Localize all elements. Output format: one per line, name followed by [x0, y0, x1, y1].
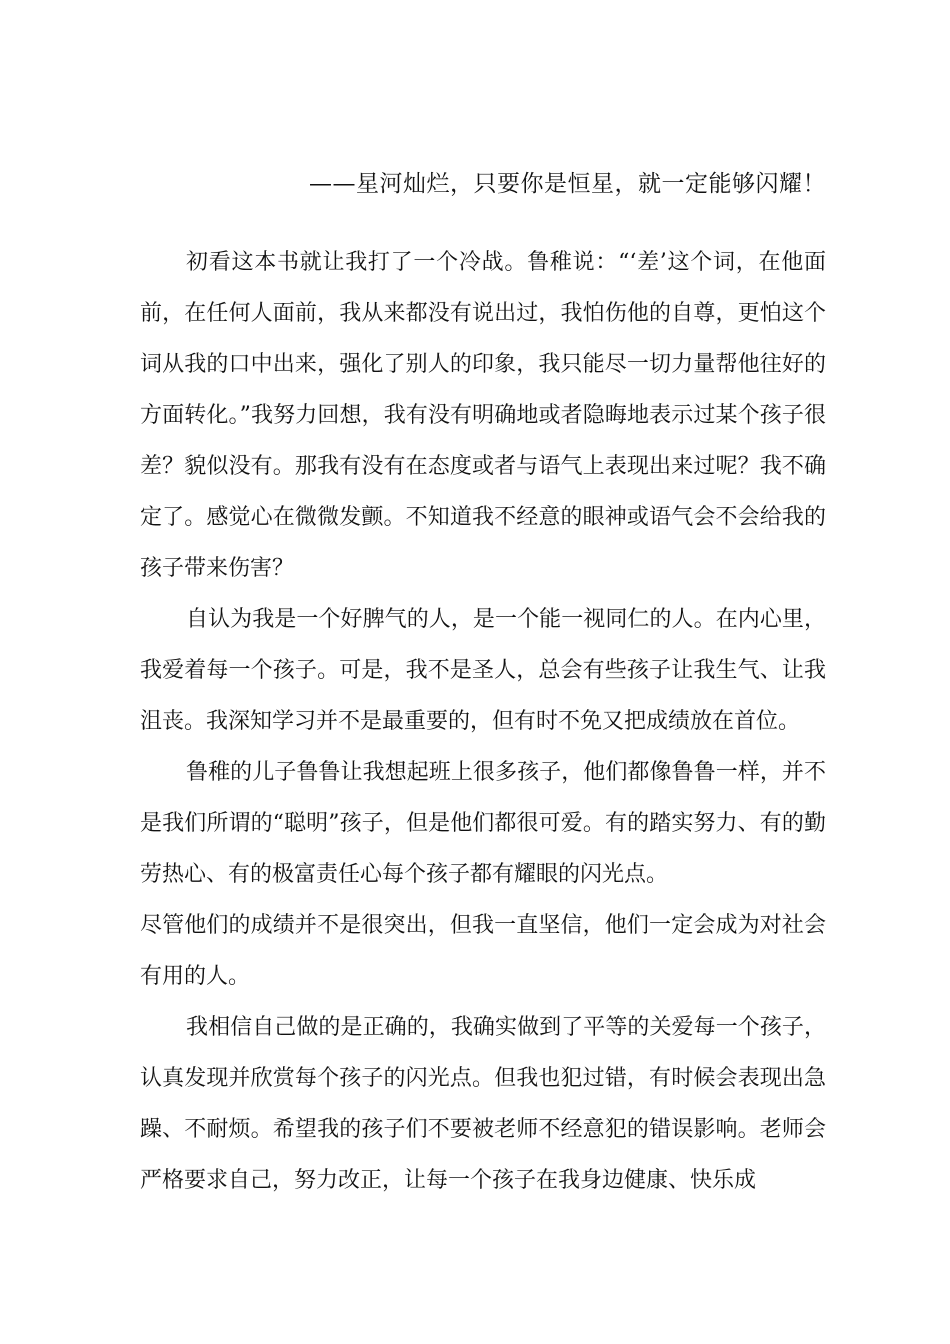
paragraph-3: 鲁稚的儿子鲁鲁让我想起班上很多孩子，他们都像鲁鲁一样，并不是我们所谓的“聪明”孩子，但是他们都很可爱。有的踏实努力、有的勤劳热心、有的极富责任心每个孩子都有耀眼的闪光点。 [140, 760, 826, 887]
paragraph-2: 自认为我是一个好脾气的人，是一个能一视同仁的人。在内心里，我爱着每一个孩子。可是，我不是圣人，总会有些孩子让我生气、让我沮丧。我深知学习并不是最重要的，但有时不免又把成绩放在首位。 [140, 607, 826, 734]
document-subtitle: ——星河灿烂，只要你是恒星，就一定能够闪耀！ [309, 171, 826, 197]
paragraph-1: 初看这本书就让我打了一个冷战。鲁稚说：“‘差’这个词，在他面前，在任何人面前，我从来都没有说出过，我怕伤他的自尊，更怕这个词从我的口中出来，强化了别人的印象，我只能尽一切力量帮他往好的方面转化。”我努力回想，我有没有明确地或者隐晦地表示过某个孩子很差？貌似没有。那我有没有在态度或者与语气上表现出来过呢？我不确定了。感觉心在微微发颤。不知道我不经意的眼神或语气会不会给我的孩子带来伤害？ [140, 250, 826, 581]
document-body [140, 237, 826, 1206]
paragraph-4: 尽管他们的成绩并不是很突出，但我一直坚信，他们一定会成为对社会有用的人。 [140, 913, 826, 989]
paragraph-5: 我相信自己做的是正确的，我确实做到了平等的关爱每一个孩子，认真发现并欣赏每个孩子的闪光点。但我也犯过错，有时候会表现出急躁、不耐烦。希望我的孩子们不要被老师不经意犯的错误影响。老师会严格要求自己，努力改正，让每一个孩子在我身边健康、快乐成 [140, 1015, 826, 1193]
